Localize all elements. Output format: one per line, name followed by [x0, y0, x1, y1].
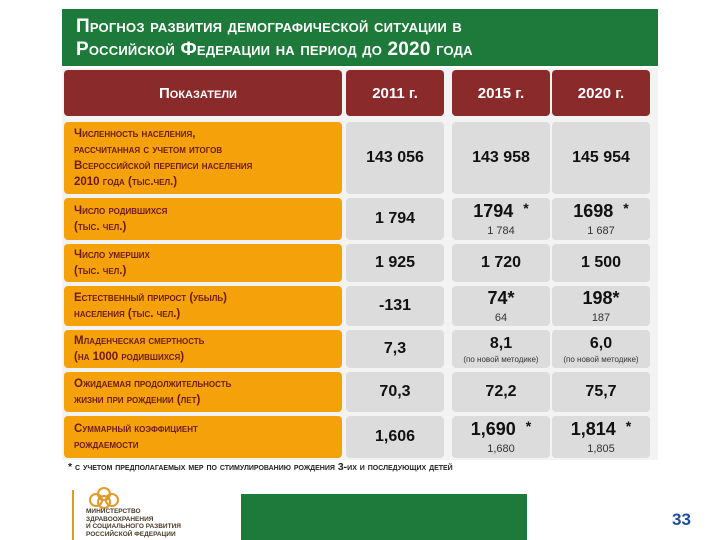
value: 74*: [487, 288, 515, 308]
footnote: * с учетом предполагаемых мер по стимулированию рождения 3-их и последующих детей: [68, 461, 453, 473]
cell-infant-mortality-2020: [552, 330, 650, 368]
slide-title: [62, 9, 658, 66]
header-year-2011: 2011 г.: [346, 70, 444, 116]
footer-green-line: [524, 494, 527, 540]
row-label-line: Число умерших: [74, 249, 150, 261]
cell-deaths-2011: [346, 244, 444, 282]
value: 7,3: [383, 340, 407, 357]
footnote-marker: *: [523, 200, 529, 216]
value: 143 958: [472, 149, 530, 166]
cell-natural-increase-2011: [346, 286, 444, 326]
value: 1698: [573, 201, 614, 221]
cell-fertility-2015: [452, 416, 550, 458]
value: 1 925: [374, 254, 416, 271]
value: 1 500: [580, 254, 622, 271]
ministry-name-line: ЗДРАВООХРАНЕНИЯ: [86, 515, 154, 523]
value: 70,3: [379, 383, 411, 400]
alt-value: 1,680: [487, 443, 515, 455]
cell-life-expectancy-2015: [452, 372, 550, 412]
ministry-logo: [72, 480, 222, 540]
row-label-line: Суммарный коэффициент: [74, 423, 198, 435]
row-label-line: Всероссийской переписи населения: [74, 160, 253, 172]
row-label-line: (тыс. чел.): [74, 221, 127, 233]
row-label-line: Ожидаемая продолжительность: [74, 378, 232, 390]
alt-value: 1 687: [587, 225, 615, 237]
cell-infant-mortality-2011: [346, 330, 444, 368]
cell-deaths-2015: [452, 244, 550, 282]
value: 1794: [473, 201, 514, 221]
logo-divider: [72, 490, 74, 540]
ministry-name-line: И СОЦИАЛЬНОГО РАЗВИТИЯ: [86, 523, 181, 530]
footnote-marker: *: [625, 418, 632, 434]
value: 75,7: [585, 383, 617, 400]
row-label-line: жизни при рождении (лет): [74, 394, 201, 406]
value: 1,606: [374, 428, 416, 445]
row-label-infant-mortality: [64, 330, 342, 368]
ministry-name: [86, 508, 181, 538]
value: 72,2: [485, 383, 517, 400]
cell-fertility-2020: [552, 416, 650, 458]
cell-population-2020: [552, 122, 650, 194]
value: 1 794: [374, 210, 416, 227]
row-label-line: (тыс. чел.): [74, 265, 127, 277]
ministry-name-line: МИНИСТЕРСТВО: [86, 508, 141, 515]
slide-title-line-2: Российской Федерации на период до 2020 года: [76, 39, 473, 60]
row-label-line: Число родившихся: [74, 205, 168, 217]
header-indicators: Показатели: [64, 70, 342, 116]
cell-fertility-2011: [346, 416, 444, 458]
value: 6,0: [589, 334, 613, 352]
forecast-table: [62, 68, 658, 460]
row-label-deaths: [64, 244, 342, 282]
row-label-line: Младенческая смертность: [74, 335, 205, 347]
cell-natural-increase-2020: [552, 286, 650, 326]
alt-value: 64: [494, 312, 508, 324]
slide-title-line-1: Прогноз развития демографической ситуации в: [76, 16, 463, 37]
row-label-line: (на 1000 родившихся): [74, 351, 185, 363]
alt-value: 187: [591, 312, 611, 324]
alt-value: 1 784: [487, 225, 515, 237]
cell-births-2015: [452, 198, 550, 240]
row-label-life-expectancy: [64, 372, 342, 412]
ministry-name-line: РОССИЙСКОЙ ФЕДЕРАЦИИ: [86, 530, 176, 538]
method-note: (по новой методике): [563, 354, 639, 364]
row-label-line: Естественный прирост (убыль): [74, 292, 227, 304]
value: 145 954: [572, 149, 630, 166]
method-note: (по новой методике): [463, 354, 539, 364]
value: 198*: [582, 288, 620, 308]
cell-infant-mortality-2015: [452, 330, 550, 368]
cell-life-expectancy-2011: [346, 372, 444, 412]
footnote-marker: *: [525, 418, 532, 434]
row-label-line: населения (тыс. чел.): [74, 308, 181, 320]
alt-value: 1,805: [587, 443, 615, 455]
row-label-births: [64, 198, 342, 240]
cell-life-expectancy-2020: [552, 372, 650, 412]
cell-natural-increase-2015: [452, 286, 550, 326]
cell-population-2011: [346, 122, 444, 194]
value: 1,814: [570, 419, 616, 439]
cell-births-2020: [552, 198, 650, 240]
row-label-line: Численность населения,: [74, 128, 196, 140]
cell-deaths-2020: [552, 244, 650, 282]
header-year-2015: 2015 г.: [452, 70, 550, 116]
value: 1,690: [470, 419, 516, 439]
cell-population-2015: [452, 122, 550, 194]
header-year-2020: 2020 г.: [552, 70, 650, 116]
row-label-line: 2010 года (тыс.чел.): [74, 176, 178, 188]
value: 1 720: [480, 254, 522, 271]
value: -131: [378, 297, 412, 314]
cell-births-2011: [346, 198, 444, 240]
row-label-natural-increase: [64, 286, 342, 326]
row-label-line: рассчитанная с учетом итогов: [74, 144, 223, 156]
footer-green-bar: [241, 494, 524, 540]
page-number: 33: [672, 510, 691, 529]
footnote-marker: *: [623, 200, 629, 216]
row-label-population: [64, 122, 342, 194]
row-label-fertility: [64, 416, 342, 458]
value: 8,1: [489, 334, 513, 352]
value: 143 056: [366, 149, 424, 166]
row-label-line: рождаемости: [74, 439, 139, 451]
